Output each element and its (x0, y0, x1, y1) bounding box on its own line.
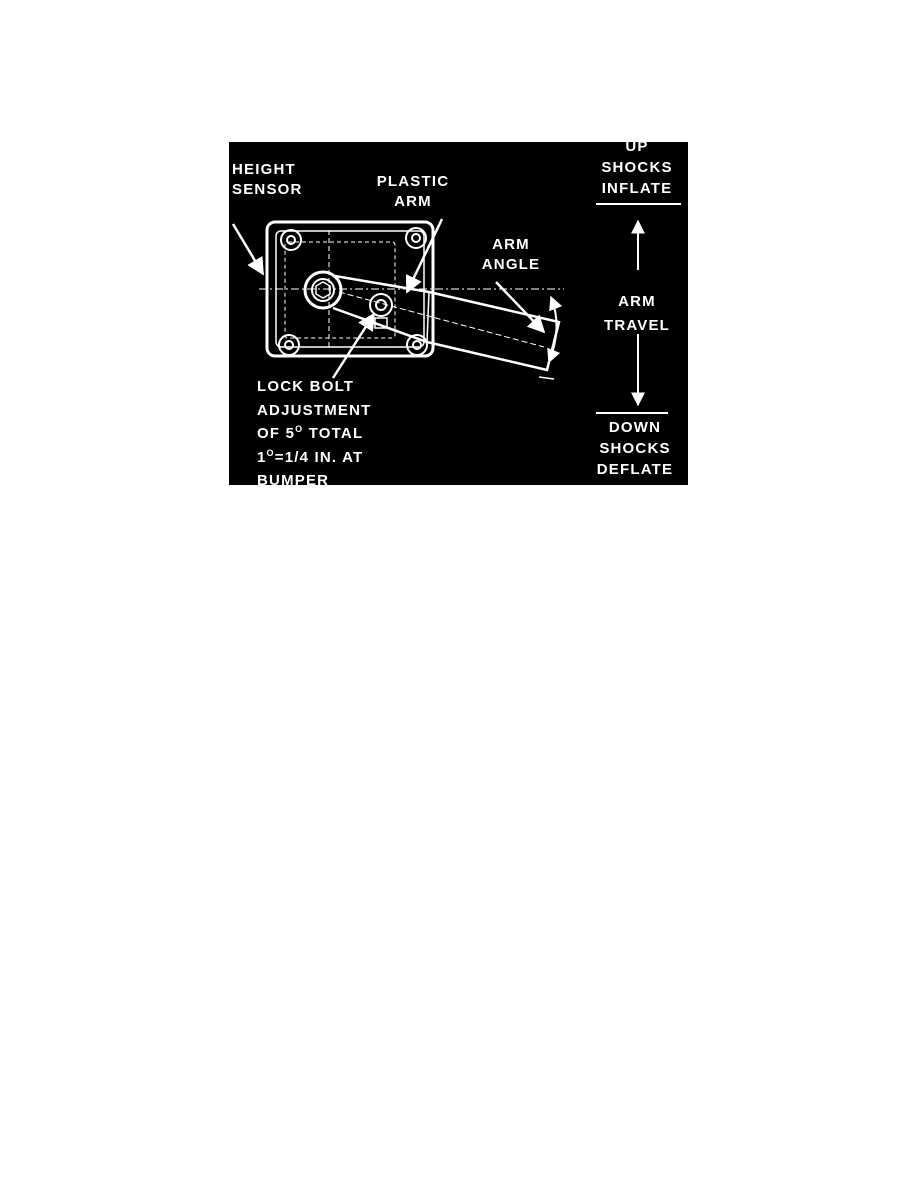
arm-pivot-hub (305, 272, 341, 308)
down-shocks-deflate-label: DOWN SHOCKS DEFLATE (596, 419, 674, 478)
plastic-arm-label: PLASTIC ARM (376, 173, 450, 210)
lock-bolt-label: LOCK BOLT ADJUSTMENT OF $5^O$ TOTAL $1^O=1/4$ IN. AT BUMPER (257, 378, 372, 485)
arm-angle-label: ARM ANGLE (481, 236, 541, 273)
mounting-screw-top-left (281, 230, 301, 250)
arm-travel-label: ARM TRAVEL (603, 293, 671, 334)
height-sensor-leader (233, 224, 263, 274)
mounting-screw-bottom-left (279, 335, 299, 355)
height-sensor-diagram (229, 142, 688, 485)
up-shocks-inflate-label: UP SHOCKS INFLATE (601, 142, 673, 197)
height-sensor-label: HEIGHT SENSOR (232, 161, 303, 198)
lock-bolt-leader (333, 314, 374, 378)
